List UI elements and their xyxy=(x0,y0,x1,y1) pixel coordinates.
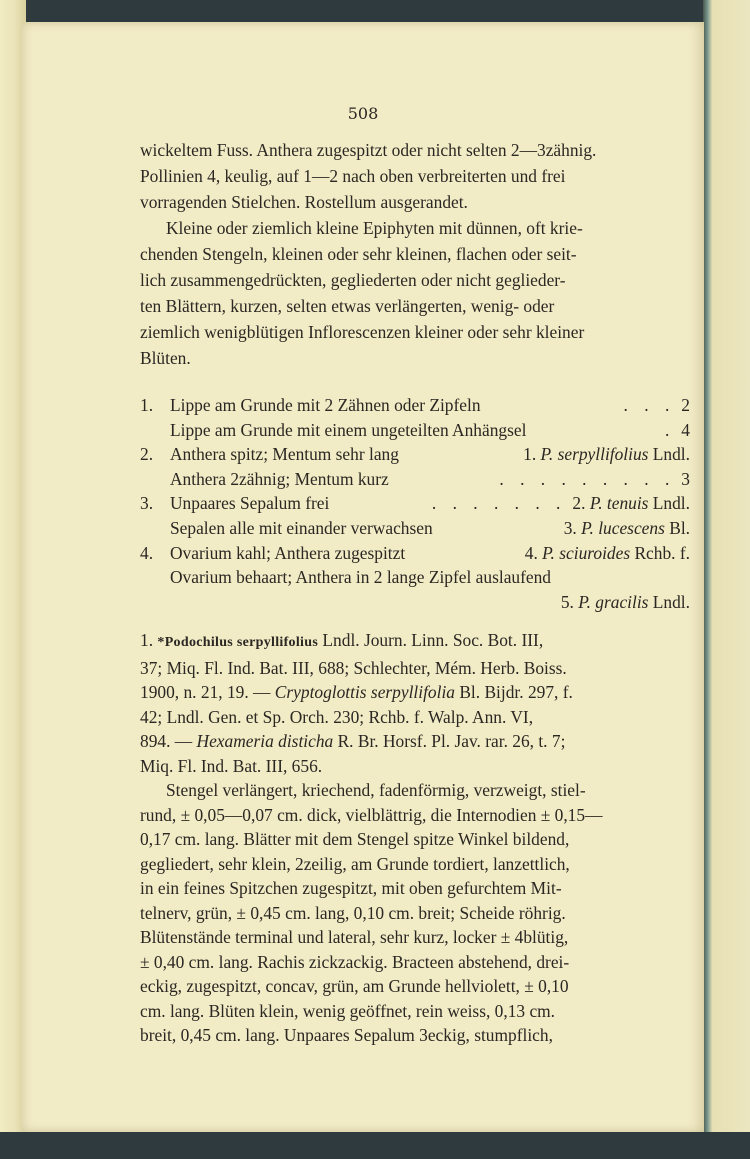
text-line: vorragenden Stielchen. Rostellum ausgerandet. xyxy=(140,192,468,212)
text-line: Kleine oder ziemlich kleine Epiphyten mit dünnen, oft krie- xyxy=(166,218,583,238)
text-line: 37; Miq. Fl. Ind. Bat. III, 688; Schlechter, Mém. Herb. Boiss. xyxy=(140,657,567,678)
text-line: chenden Stengeln, kleinen oder sehr kleinen, flachen oder seit- xyxy=(140,244,577,264)
key-row-final: 5. P. gracilis Lndl. xyxy=(560,591,690,612)
book-binding-right xyxy=(703,0,750,1159)
intro-paragraph xyxy=(140,137,690,215)
text-line: Blüten. xyxy=(140,348,191,368)
text-line: breit, 0,45 cm. lang. Unpaares Sepalum 3eckig, stumpflich, xyxy=(140,1025,553,1046)
key-row: 2. Anthera spitz; Mentum sehr lang 1. P. serpyllifolius Lndl. xyxy=(140,444,690,465)
text-line: lich zusammengedrückten, gegliederten oder nicht geglieder- xyxy=(140,270,566,290)
text-line: Pollinien 4, keulig, auf 1—2 nach oben verbreiterten und frei xyxy=(140,166,566,186)
text-line: wickeltem Fuss. Anthera zugespitzt oder nicht selten 2—3zähnig. xyxy=(140,140,597,160)
text-line: rund, ± 0,05—0,07 cm. dick, vielblättrig, die Internodien ± 0,15— xyxy=(140,804,603,825)
book-page xyxy=(22,22,704,1132)
text-line: 894. — Hexameria disticha R. Br. Horsf. Pl. Jav. rar. 26, t. 7; xyxy=(140,731,566,752)
text-line: ± 0,40 cm. lang. Rachis zickzackig. Bracteen abstehend, drei- xyxy=(140,951,570,972)
genus-description xyxy=(140,215,690,371)
species-citation xyxy=(140,628,690,778)
key-row: 3. Unpaares Sepalum frei . . . . . . . 2. P. tenuis Lndl. xyxy=(140,493,690,514)
species-description xyxy=(140,778,690,1048)
text-line: 0,17 cm. lang. Blätter mit dem Stengel spitze Winkel bildend, xyxy=(140,829,570,850)
text-line: Stengel verlängert, kriechend, fadenförmig, verzweigt, stiel- xyxy=(166,780,586,801)
key-row: Sepalen alle mit einander verwachsen 3. P. lucescens Bl. xyxy=(170,517,690,538)
page-content xyxy=(140,137,690,1048)
key-row: 4. Ovarium kahl; Anthera zugespitzt 4. P. sciuroides Rchb. f. xyxy=(140,542,690,563)
text-line: ziemlich wenigblütigen Inflorescenzen kleiner oder sehr kleiner xyxy=(140,322,585,342)
text-line: eckig, zugespitzt, concav, grün, am Grunde hellviolett, ± 0,10 xyxy=(140,976,569,997)
text-line: 42; Lndl. Gen. et Sp. Orch. 230; Rchb. f. Walp. Ann. VI, xyxy=(140,706,534,727)
text-line: in ein feines Spitzchen zugespitzt, mit oben gefurchtem Mit- xyxy=(140,878,562,899)
key-row: Ovarium behaart; Anthera in 2 lange Zipfel auslaufend xyxy=(170,567,552,588)
text-line: gegliedert, sehr klein, 2zeilig, am Grunde tordiert, lanzettlich, xyxy=(140,853,570,874)
text-line: telnerv, grün, ± 0,45 cm. lang, 0,10 cm. breit; Scheide röhrig. xyxy=(140,902,566,923)
scan-bottom-edge xyxy=(0,1132,750,1159)
key-row: Anthera 2zähnig; Mentum kurz . . . . . . . . . 3 xyxy=(170,468,690,489)
text-line: Miq. Fl. Ind. Bat. III, 656. xyxy=(140,755,323,776)
species-name: *Podochilus serpyllifolius xyxy=(157,635,319,651)
identification-key xyxy=(140,393,690,614)
key-row: 1. Lippe am Grunde mit 2 Zähnen oder Zipfeln . . . 2 xyxy=(140,395,690,415)
key-row: Lippe am Grunde mit einem ungeteilten Anhängsel . 4 xyxy=(170,419,690,440)
text-line: 1. *Podochilus serpyllifolius Lndl. Journ. Linn. Soc. Bot. III, xyxy=(140,630,544,651)
text-line: 1900, n. 21, 19. — Cryptoglottis serpyllifolia Bl. Bijdr. 297, f. xyxy=(140,682,573,703)
page-number: 508 xyxy=(347,104,379,123)
text-line: Blütenstände terminal und lateral, sehr kurz, locker ± 4blütig, xyxy=(140,927,569,948)
text-line: cm. lang. Blüten klein, wenig geöffnet, rein weiss, 0,13 cm. xyxy=(140,1000,556,1021)
text-line: ten Blättern, kurzen, selten etwas verlängerten, wenig- oder xyxy=(140,296,555,316)
scan-top-edge xyxy=(0,0,750,24)
